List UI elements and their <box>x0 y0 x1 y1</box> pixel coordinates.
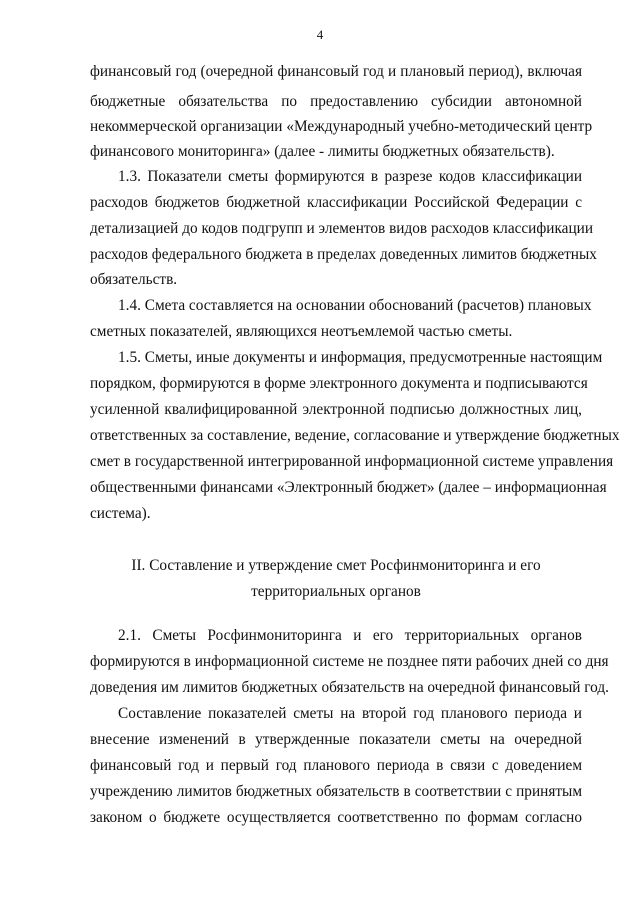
paragraph-line: 1.4. Смета составляется на основании обоснований (расчетов) плановых <box>118 297 592 314</box>
paragraph-line: финансового мониторинга» (далее - лимиты бюджетных обязательств). <box>90 143 555 160</box>
paragraph-line: порядком, формируются в форме электронного документа и подписываются <box>90 375 588 392</box>
paragraph-line: Составление показателей сметы на второй год планового периода и <box>118 705 582 722</box>
page-number: 4 <box>316 27 324 42</box>
section-heading: II. Составление и утверждение смет Росфинмониторинга и его <box>131 557 541 574</box>
paragraph-line: бюджетные обязательства по предоставлению субсидии автономной <box>90 93 582 110</box>
paragraph-line: некоммерческой организации «Международный учебно-методический центр <box>90 118 593 135</box>
paragraph-line: 2.1. Сметы Росфинмониторинга и его территориальных органов <box>118 627 582 644</box>
paragraph-line: ответственных за составление, ведение, согласование и утверждение бюджетных <box>90 427 620 444</box>
paragraph-line: учреждению лимитов бюджетных обязательств в соответствии с принятым <box>90 783 582 800</box>
paragraph-line: формируются в информационной системе не позднее пяти рабочих дней со дня <box>90 653 609 670</box>
paragraph-line: система). <box>90 505 151 522</box>
paragraph-line: финансовый год (очередной финансовый год и плановый период), включая <box>90 63 582 80</box>
paragraph-line: общественными финансами «Электронный бюджет» (далее – информационная <box>90 479 607 496</box>
paragraph-line: усиленной квалифицированной электронной подписью должностных лиц, <box>90 401 582 418</box>
paragraph-line: финансовый год и первый год планового периода в связи с доведением <box>90 757 582 774</box>
paragraph-line: детализацией до кодов подгрупп и элементов видов расходов классификации <box>90 220 594 237</box>
paragraph-line: расходов бюджетов бюджетной классификации Российской Федерации с <box>90 194 582 211</box>
paragraph-line: законом о бюджете осуществляется соответственно по формам согласно <box>90 809 582 826</box>
paragraph-line: внесение изменений в утвержденные показатели сметы на очередной <box>90 731 582 748</box>
section-heading: территориальных органов <box>251 583 421 600</box>
paragraph-line: расходов федерального бюджета в пределах доведенных лимитов бюджетных <box>90 246 597 263</box>
paragraph-line: смет в государственной интегрированной информационной системе управления <box>90 453 614 470</box>
paragraph-line: сметных показателей, являющихся неотъемлемой частью сметы. <box>90 323 513 340</box>
paragraph-line: 1.5. Сметы, иные документы и информация, предусмотренные настоящим <box>118 349 603 366</box>
paragraph-line: обязательств. <box>90 271 178 288</box>
paragraph-line: доведения им лимитов бюджетных обязательств на очередной финансовый год. <box>90 679 609 696</box>
paragraph-line: 1.3. Показатели сметы формируются в разрезе кодов классификации <box>118 168 582 185</box>
